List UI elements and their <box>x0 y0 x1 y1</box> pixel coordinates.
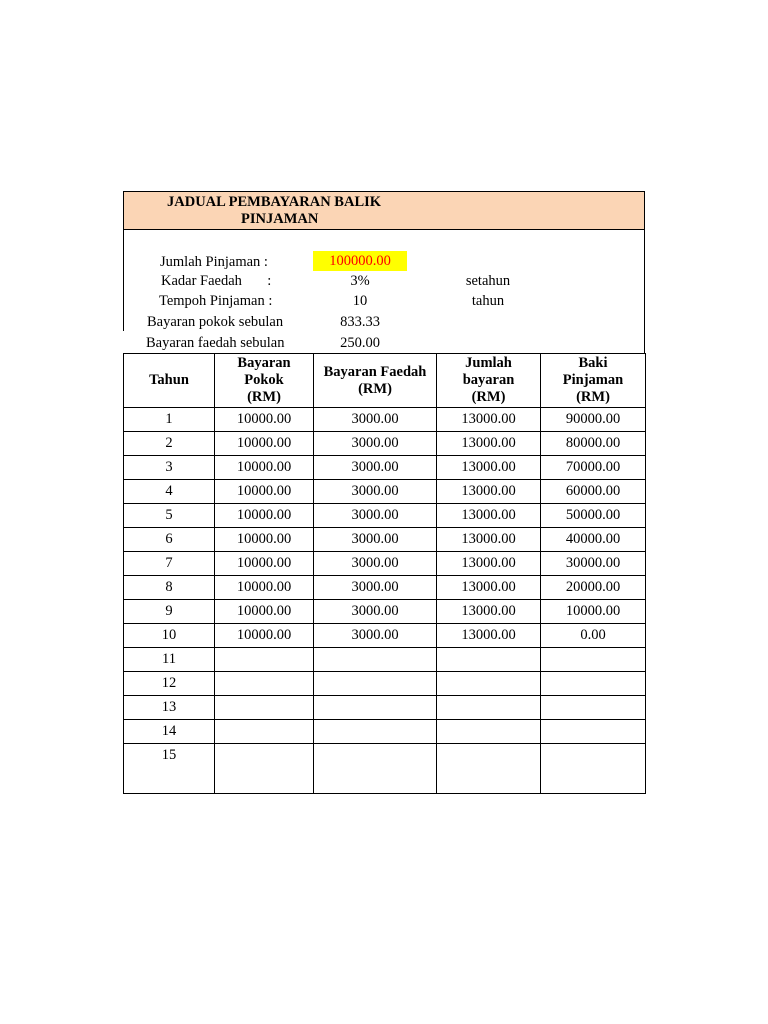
cell-principal[interactable]: 10000.00 <box>215 624 314 648</box>
cell-principal[interactable]: 10000.00 <box>215 528 314 552</box>
loan-period-unit: tahun <box>471 293 505 309</box>
table-row <box>124 408 646 432</box>
monthly-interest-label: Bayaran faedah sebulan <box>146 335 285 351</box>
cell-balance[interactable]: 0.00 <box>541 624 646 648</box>
info-left-border <box>123 230 124 331</box>
table-row <box>124 672 646 696</box>
cell-principal[interactable]: 10000.00 <box>215 552 314 576</box>
cell-year[interactable]: 14 <box>124 720 215 744</box>
cell-year[interactable]: 7 <box>124 552 215 576</box>
header-total: Jumlah bayaran (RM) <box>437 354 541 408</box>
cell-year[interactable]: 1 <box>124 408 215 432</box>
cell-balance[interactable]: 80000.00 <box>541 432 646 456</box>
cell-principal[interactable]: 10000.00 <box>215 576 314 600</box>
cell-balance[interactable]: 40000.00 <box>541 528 646 552</box>
interest-rate-label: Kadar Faedah : <box>161 273 272 289</box>
table-row <box>124 720 646 744</box>
cell-interest[interactable]: 3000.00 <box>314 576 437 600</box>
table-body <box>124 408 646 794</box>
cell-principal[interactable]: 10000.00 <box>215 408 314 432</box>
cell-principal[interactable]: 10000.00 <box>215 504 314 528</box>
cell-principal[interactable]: 10000.00 <box>215 600 314 624</box>
monthly-principal-label: Bayaran pokok sebulan <box>147 314 284 330</box>
cell-total[interactable]: 13000.00 <box>437 408 541 432</box>
cell-interest[interactable]: 3000.00 <box>314 600 437 624</box>
cell-balance[interactable]: 20000.00 <box>541 576 646 600</box>
cell-interest[interactable] <box>314 648 437 672</box>
cell-total[interactable]: 13000.00 <box>437 504 541 528</box>
cell-balance[interactable] <box>541 648 646 672</box>
cell-interest[interactable]: 3000.00 <box>314 480 437 504</box>
info-right-border <box>644 230 645 354</box>
interest-rate-unit: setahun <box>465 273 511 289</box>
cell-year[interactable]: 4 <box>124 480 215 504</box>
table-row <box>124 432 646 456</box>
table-row <box>124 480 646 504</box>
cell-balance[interactable]: 10000.00 <box>541 600 646 624</box>
loan-amount-value[interactable]: 100000.00 <box>313 251 407 271</box>
cell-interest[interactable]: 3000.00 <box>314 432 437 456</box>
table-row <box>124 528 646 552</box>
cell-total[interactable]: 13000.00 <box>437 576 541 600</box>
cell-interest[interactable] <box>314 696 437 720</box>
cell-balance[interactable]: 90000.00 <box>541 408 646 432</box>
table-row <box>124 624 646 648</box>
cell-year[interactable]: 12 <box>124 672 215 696</box>
table-row <box>124 504 646 528</box>
cell-balance[interactable]: 70000.00 <box>541 456 646 480</box>
cell-principal[interactable]: 10000.00 <box>215 456 314 480</box>
cell-balance[interactable]: 60000.00 <box>541 480 646 504</box>
table-row <box>124 744 646 794</box>
cell-balance[interactable]: 50000.00 <box>541 504 646 528</box>
cell-principal[interactable]: 10000.00 <box>215 480 314 504</box>
table-row <box>124 576 646 600</box>
title-line-2: PINJAMAN <box>241 211 319 227</box>
cell-interest[interactable] <box>314 672 437 696</box>
cell-total[interactable]: 13000.00 <box>437 624 541 648</box>
cell-principal[interactable] <box>215 720 314 744</box>
title-line-1: JADUAL PEMBAYARAN BALIK <box>167 194 382 210</box>
cell-interest[interactable] <box>314 720 437 744</box>
monthly-principal-value: 833.33 <box>340 314 380 330</box>
title-banner <box>123 191 645 230</box>
table-row <box>124 648 646 672</box>
cell-year[interactable]: 9 <box>124 600 215 624</box>
cell-year[interactable]: 10 <box>124 624 215 648</box>
cell-balance[interactable] <box>541 672 646 696</box>
header-balance: Baki Pinjaman (RM) <box>541 354 646 408</box>
cell-total[interactable] <box>437 696 541 720</box>
table-row <box>124 552 646 576</box>
cell-year[interactable]: 15 <box>124 744 215 794</box>
cell-principal[interactable]: 10000.00 <box>215 432 314 456</box>
cell-interest[interactable]: 3000.00 <box>314 456 437 480</box>
cell-principal[interactable] <box>215 672 314 696</box>
cell-total[interactable] <box>437 744 541 794</box>
payment-schedule-table <box>123 353 646 794</box>
cell-interest[interactable]: 3000.00 <box>314 624 437 648</box>
cell-balance[interactable] <box>541 744 646 794</box>
cell-interest[interactable] <box>314 744 437 794</box>
monthly-interest-value: 250.00 <box>340 335 380 351</box>
table-row <box>124 456 646 480</box>
interest-rate-value[interactable]: 3% <box>350 273 370 289</box>
loan-period-label: Tempoh Pinjaman : <box>159 293 273 309</box>
cell-year[interactable]: 11 <box>124 648 215 672</box>
header-year: Tahun <box>124 354 215 408</box>
cell-year[interactable]: 3 <box>124 456 215 480</box>
cell-total[interactable]: 13000.00 <box>437 480 541 504</box>
header-principal: Bayaran Pokok (RM) <box>215 354 314 408</box>
table-row <box>124 600 646 624</box>
cell-principal[interactable] <box>215 648 314 672</box>
cell-balance[interactable] <box>541 720 646 744</box>
table-header-row <box>124 354 646 408</box>
cell-principal[interactable] <box>215 744 314 794</box>
cell-year[interactable]: 6 <box>124 528 215 552</box>
table-row <box>124 696 646 720</box>
cell-total[interactable]: 13000.00 <box>437 456 541 480</box>
cell-interest[interactable]: 3000.00 <box>314 552 437 576</box>
cell-balance[interactable]: 30000.00 <box>541 552 646 576</box>
cell-interest[interactable]: 3000.00 <box>314 504 437 528</box>
cell-total[interactable]: 13000.00 <box>437 528 541 552</box>
cell-total[interactable] <box>437 648 541 672</box>
loan-amount-label: Jumlah Pinjaman : <box>160 254 268 270</box>
cell-balance[interactable] <box>541 696 646 720</box>
cell-total[interactable]: 13000.00 <box>437 600 541 624</box>
cell-total[interactable]: 13000.00 <box>437 432 541 456</box>
cell-total[interactable]: 13000.00 <box>437 552 541 576</box>
cell-principal[interactable] <box>215 696 314 720</box>
cell-interest[interactable]: 3000.00 <box>314 408 437 432</box>
cell-interest[interactable]: 3000.00 <box>314 528 437 552</box>
cell-year[interactable]: 13 <box>124 696 215 720</box>
cell-total[interactable] <box>437 720 541 744</box>
cell-year[interactable]: 8 <box>124 576 215 600</box>
header-interest: Bayaran Faedah (RM) <box>314 354 437 408</box>
loan-period-value[interactable]: 10 <box>352 293 368 309</box>
cell-total[interactable] <box>437 672 541 696</box>
cell-year[interactable]: 5 <box>124 504 215 528</box>
cell-year[interactable]: 2 <box>124 432 215 456</box>
